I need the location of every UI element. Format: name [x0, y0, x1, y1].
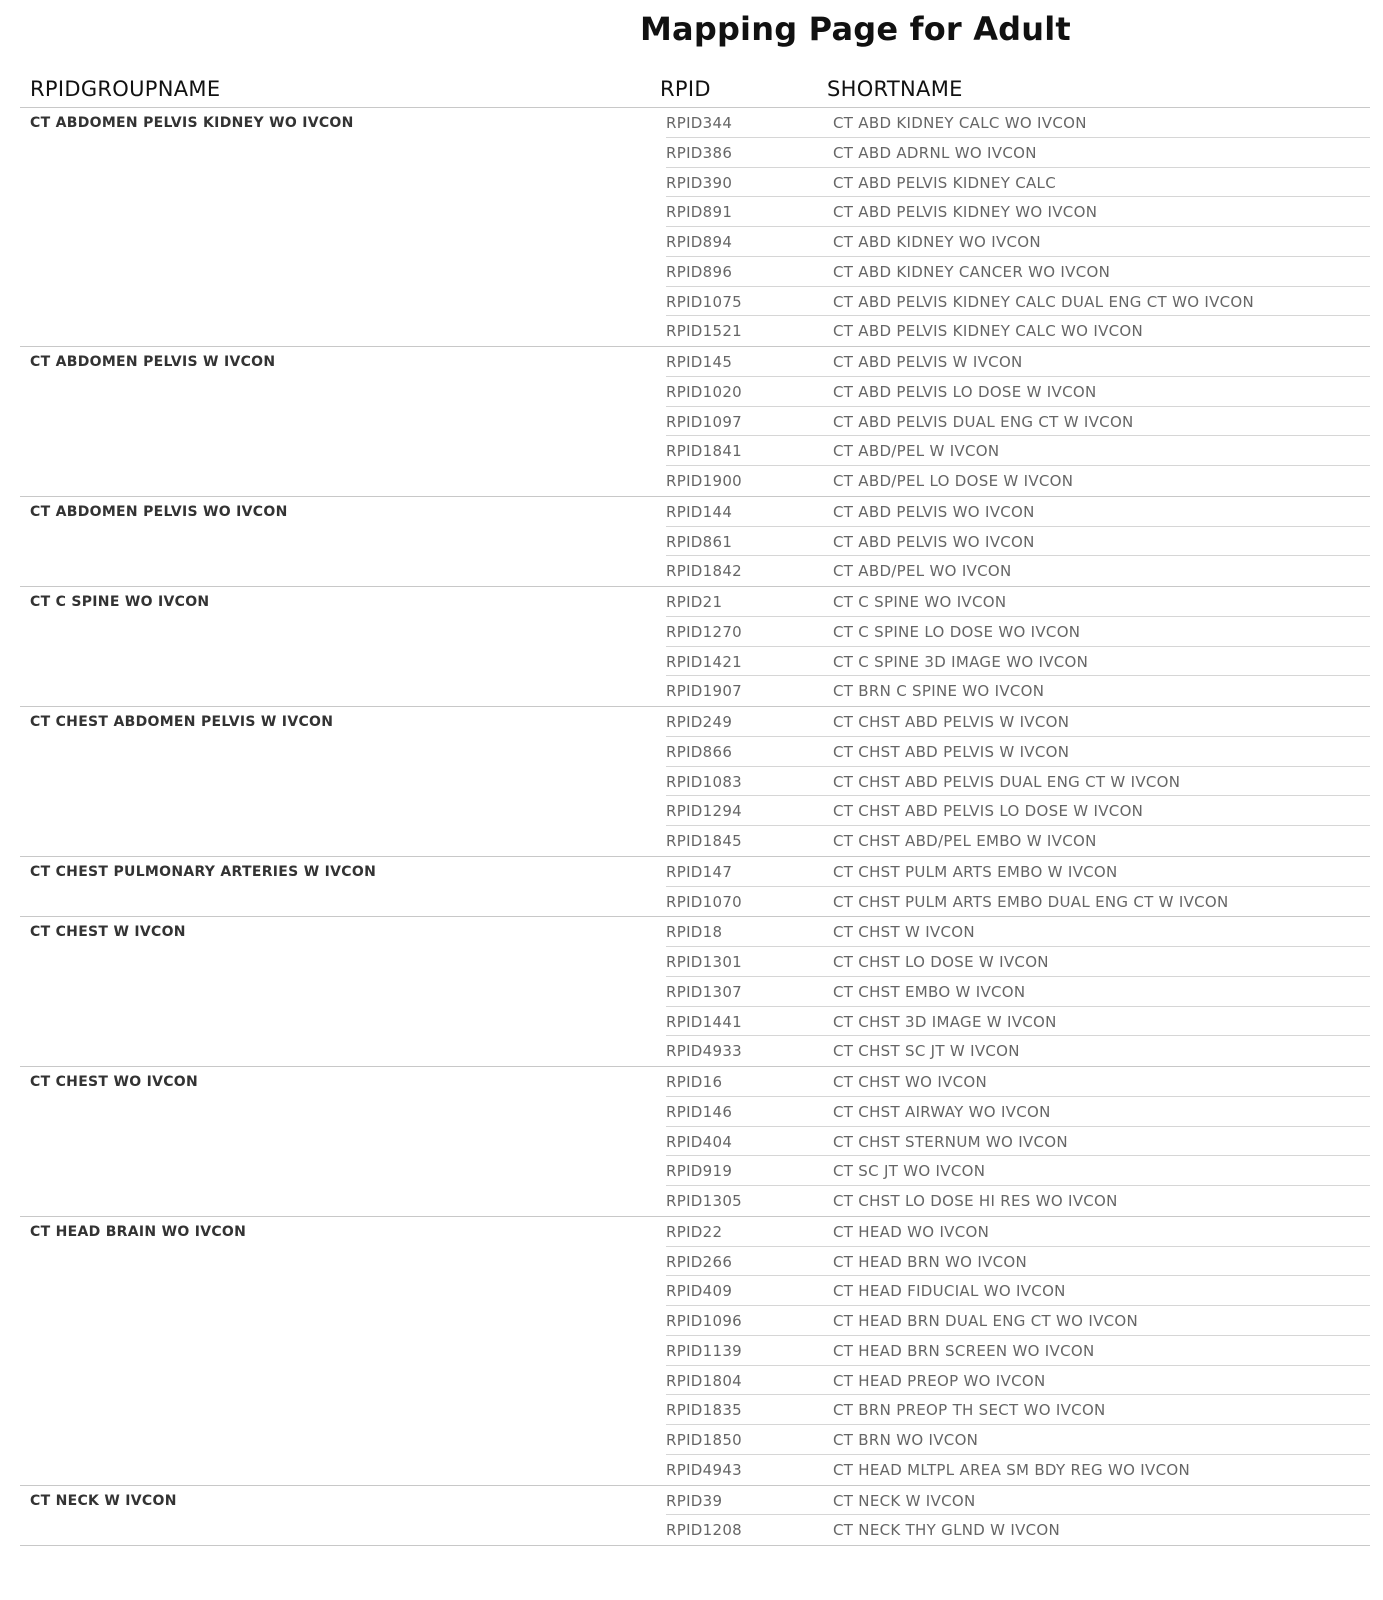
shortname-cell: CT CHST WO IVCON: [833, 1073, 988, 1091]
shortname-cell: CT ABD PELVIS WO IVCON: [833, 502, 1035, 521]
table-row[interactable]: [666, 1395, 1370, 1425]
rpid-cell: RPID1139: [666, 1341, 743, 1360]
shortname-cell: CT BRN WO IVCON: [833, 1431, 979, 1449]
rpid-cell: RPID390: [666, 173, 733, 192]
shortname-cell: CT CHST LO DOSE HI RES WO IVCON: [833, 1192, 1118, 1210]
shortname-cell: CT NECK THY GLND W IVCON: [833, 1521, 1061, 1540]
shortname-cell: CT ABD PELVIS LO DOSE W IVCON: [833, 382, 1097, 401]
table-row[interactable]: [666, 1127, 1370, 1157]
column-header-rpid[interactable]: RPID: [660, 77, 711, 101]
shortname-cell: CT ABD PELVIS KIDNEY CALC: [833, 173, 1056, 192]
shortname-cell: CT C SPINE 3D IMAGE WO IVCON: [833, 652, 1089, 671]
shortname-cell: CT ABD PELVIS KIDNEY WO IVCON: [833, 203, 1098, 222]
shortname-cell: CT CHST ABD PELVIS LO DOSE W IVCON: [833, 802, 1144, 821]
shortname-cell: CT ABD PELVIS W IVCON: [833, 353, 1023, 371]
group-rows: [666, 497, 1370, 586]
shortname-cell: CT C SPINE WO IVCON: [833, 593, 1007, 611]
table-row[interactable]: [666, 227, 1370, 257]
table-row[interactable]: [666, 168, 1370, 198]
shortname-cell: CT BRN C SPINE WO IVCON: [833, 682, 1045, 701]
shortname-cell: CT HEAD FIDUCIAL WO IVCON: [833, 1282, 1066, 1301]
group-name-cell: CT ABDOMEN PELVIS KIDNEY WO IVCON: [30, 115, 354, 131]
table-row[interactable]: [666, 1186, 1370, 1216]
rpid-cell: RPID266: [666, 1252, 733, 1271]
shortname-cell: CT ABD PELVIS KIDNEY CALC WO IVCON: [833, 322, 1144, 341]
shortname-cell: CT C SPINE LO DOSE WO IVCON: [833, 622, 1081, 641]
shortname-cell: CT CHST ABD PELVIS W IVCON: [833, 713, 1070, 731]
rpid-cell: RPID404: [666, 1132, 733, 1151]
rpid-cell: RPID409: [666, 1282, 733, 1301]
shortname-cell: CT CHST LO DOSE W IVCON: [833, 953, 1049, 971]
column-header-rpidgroupname[interactable]: RPIDGROUPNAME: [30, 77, 221, 101]
table-row[interactable]: [666, 1455, 1370, 1485]
table-row[interactable]: [666, 138, 1370, 168]
rpid-cell: RPID1070: [666, 892, 743, 911]
rpid-cell: RPID1421: [666, 652, 743, 671]
shortname-cell: CT NECK W IVCON: [833, 1491, 976, 1510]
table-group: [20, 347, 1370, 497]
group-rows: [666, 1217, 1370, 1485]
table-row[interactable]: [666, 377, 1370, 407]
shortname-cell: CT ABD/PEL W IVCON: [833, 442, 1000, 461]
rpid-cell: RPID21: [666, 593, 723, 611]
group-name-cell: CT C SPINE WO IVCON: [30, 594, 210, 610]
shortname-cell: CT ABD PELVIS DUAL ENG CT W IVCON: [833, 412, 1134, 431]
rpid-cell: RPID1301: [666, 953, 743, 971]
group-rows: [666, 857, 1370, 917]
group-rows: [666, 587, 1370, 706]
table-row[interactable]: [666, 1515, 1370, 1545]
table-row[interactable]: [666, 108, 1370, 138]
rpid-cell: RPID1835: [666, 1401, 743, 1420]
table-group: [20, 1486, 1370, 1547]
rpid-cell: RPID896: [666, 262, 733, 281]
rpid-cell: RPID145: [666, 353, 733, 371]
group-name-cell: CT CHEST WO IVCON: [30, 1074, 199, 1090]
shortname-cell: CT ABD KIDNEY CANCER WO IVCON: [833, 262, 1111, 281]
table-row[interactable]: [666, 1486, 1370, 1516]
shortname-cell: CT HEAD WO IVCON: [833, 1222, 990, 1241]
group-rows: [666, 917, 1370, 1066]
rpid-cell: RPID39: [666, 1491, 723, 1510]
table-row[interactable]: [666, 737, 1370, 767]
shortname-cell: CT HEAD BRN SCREEN WO IVCON: [833, 1341, 1095, 1360]
table-row[interactable]: [666, 617, 1370, 647]
group-name-cell: CT CHEST ABDOMEN PELVIS W IVCON: [30, 714, 334, 730]
shortname-cell: CT CHST STERNUM WO IVCON: [833, 1132, 1068, 1151]
shortname-cell: CT HEAD MLTPL AREA SM BDY REG WO IVCON: [833, 1460, 1190, 1479]
rpid-cell: RPID1804: [666, 1371, 743, 1390]
table-row[interactable]: [666, 1247, 1370, 1277]
table-row[interactable]: [666, 1425, 1370, 1455]
shortname-cell: CT ABD ADRNL WO IVCON: [833, 143, 1037, 162]
rpid-cell: RPID1270: [666, 622, 743, 641]
rpid-cell: RPID1083: [666, 772, 743, 791]
table-row[interactable]: [666, 1036, 1370, 1066]
shortname-cell: CT ABD PELVIS KIDNEY CALC DUAL ENG CT WO IVCON: [833, 292, 1255, 311]
table-group: [20, 497, 1370, 587]
table-group: [20, 707, 1370, 857]
group-name-cell: CT ABDOMEN PELVIS WO IVCON: [30, 503, 288, 520]
shortname-cell: CT BRN PREOP TH SECT WO IVCON: [833, 1401, 1106, 1420]
rpid-cell: RPID344: [666, 114, 733, 132]
table-row[interactable]: [666, 287, 1370, 317]
table-row[interactable]: [666, 796, 1370, 826]
group-rows: [666, 1486, 1370, 1546]
table-group: [20, 108, 1370, 347]
rpid-cell: RPID1521: [666, 322, 743, 341]
shortname-cell: CT CHST ABD/PEL EMBO W IVCON: [833, 832, 1097, 850]
table-row[interactable]: [666, 1217, 1370, 1247]
group-rows: [666, 347, 1370, 496]
table-row[interactable]: [666, 1097, 1370, 1127]
group-name-cell: CT CHEST W IVCON: [30, 924, 186, 941]
rpid-cell: RPID249: [666, 713, 733, 731]
rpid-cell: RPID147: [666, 862, 733, 881]
rpid-cell: RPID386: [666, 143, 733, 162]
shortname-cell: CT CHST AIRWAY WO IVCON: [833, 1102, 1051, 1121]
table-row[interactable]: [666, 497, 1370, 527]
group-rows: [666, 108, 1370, 346]
table-row[interactable]: [666, 857, 1370, 887]
shortname-cell: CT CHST ABD PELVIS DUAL ENG CT W IVCON: [833, 772, 1181, 791]
table-group: [20, 587, 1370, 707]
rpid-cell: RPID894: [666, 233, 733, 251]
rpid-cell: RPID1845: [666, 832, 743, 850]
shortname-cell: CT CHST PULM ARTS EMBO W IVCON: [833, 862, 1118, 881]
table-row[interactable]: [666, 316, 1370, 346]
table-row[interactable]: [666, 707, 1370, 737]
table-row[interactable]: [666, 1336, 1370, 1366]
table-row[interactable]: [666, 676, 1370, 706]
table-row[interactable]: [666, 1067, 1370, 1097]
page-title: Mapping Page for Adult: [640, 10, 1071, 48]
group-name-cell: CT NECK W IVCON: [30, 1492, 177, 1509]
table-group: [20, 1217, 1370, 1486]
table-row[interactable]: [666, 1306, 1370, 1336]
rpid-cell: RPID861: [666, 532, 733, 551]
rpid-cell: RPID4943: [666, 1460, 743, 1479]
table-row[interactable]: [666, 917, 1370, 947]
shortname-cell: CT CHST SC JT W IVCON: [833, 1042, 1020, 1061]
table-row[interactable]: [666, 257, 1370, 287]
group-rows: [666, 707, 1370, 856]
rpid-cell: RPID1020: [666, 382, 743, 401]
table-row[interactable]: [666, 466, 1370, 496]
group-name-cell: CT CHEST PULMONARY ARTERIES W IVCON: [30, 863, 377, 880]
table-row[interactable]: [666, 767, 1370, 797]
shortname-cell: CT CHST PULM ARTS EMBO DUAL ENG CT W IVCON: [833, 892, 1229, 911]
rpid-cell: RPID891: [666, 203, 733, 222]
table-group: [20, 917, 1370, 1067]
rpid-cell: RPID22: [666, 1222, 723, 1241]
table-row[interactable]: [666, 527, 1370, 557]
rpid-cell: RPID146: [666, 1102, 733, 1121]
shortname-cell: CT HEAD BRN WO IVCON: [833, 1252, 1028, 1271]
table-body: [20, 108, 1370, 1546]
rpid-cell: RPID919: [666, 1162, 733, 1181]
shortname-cell: CT ABD/PEL LO DOSE W IVCON: [833, 472, 1074, 490]
table-group: [20, 1067, 1370, 1217]
shortname-cell: CT CHST 3D IMAGE W IVCON: [833, 1012, 1057, 1031]
shortname-cell: CT ABD KIDNEY WO IVCON: [833, 233, 1041, 251]
rpid-cell: RPID1097: [666, 412, 743, 431]
table-row[interactable]: [666, 407, 1370, 437]
table-row[interactable]: [666, 1366, 1370, 1396]
shortname-cell: CT HEAD BRN DUAL ENG CT WO IVCON: [833, 1312, 1139, 1330]
rpid-cell: RPID1441: [666, 1012, 743, 1031]
shortname-cell: CT ABD KIDNEY CALC WO IVCON: [833, 114, 1087, 132]
table-row[interactable]: [666, 887, 1370, 917]
table-row[interactable]: [666, 587, 1370, 617]
rpid-cell: RPID1096: [666, 1312, 743, 1330]
rpid-cell: RPID4933: [666, 1042, 743, 1061]
group-name-cell: CT HEAD BRAIN WO IVCON: [30, 1223, 247, 1240]
shortname-cell: CT SC JT WO IVCON: [833, 1162, 986, 1181]
table-row[interactable]: [666, 1007, 1370, 1037]
group-name-cell: CT ABDOMEN PELVIS W IVCON: [30, 354, 276, 370]
column-header-shortname[interactable]: SHORTNAME: [827, 77, 963, 101]
shortname-cell: CT CHST W IVCON: [833, 923, 975, 942]
rpid-cell: RPID1900: [666, 472, 743, 490]
mapping-table: [20, 75, 1370, 1546]
rpid-cell: RPID1307: [666, 982, 743, 1001]
shortname-cell: CT CHST ABD PELVIS W IVCON: [833, 742, 1070, 761]
rpid-cell: RPID1841: [666, 442, 743, 461]
table-row[interactable]: [666, 647, 1370, 677]
table-row[interactable]: [666, 556, 1370, 586]
rpid-cell: RPID144: [666, 502, 733, 521]
table-group: [20, 857, 1370, 918]
table-row[interactable]: [666, 347, 1370, 377]
rpid-cell: RPID1294: [666, 802, 743, 821]
rpid-cell: RPID1850: [666, 1431, 743, 1449]
shortname-cell: CT HEAD PREOP WO IVCON: [833, 1371, 1046, 1390]
shortname-cell: CT ABD PELVIS WO IVCON: [833, 532, 1035, 551]
rpid-cell: RPID18: [666, 923, 723, 942]
table-header: [20, 75, 1370, 108]
shortname-cell: CT ABD/PEL WO IVCON: [833, 562, 1012, 581]
rpid-cell: RPID1075: [666, 292, 743, 311]
table-row[interactable]: [666, 826, 1370, 856]
table-row[interactable]: [666, 1276, 1370, 1306]
table-row[interactable]: [666, 977, 1370, 1007]
rpid-cell: RPID1208: [666, 1521, 743, 1540]
table-row[interactable]: [666, 436, 1370, 466]
table-row[interactable]: [666, 947, 1370, 977]
group-rows: [666, 1067, 1370, 1216]
rpid-cell: RPID866: [666, 742, 733, 761]
table-row[interactable]: [666, 197, 1370, 227]
shortname-cell: CT CHST EMBO W IVCON: [833, 982, 1026, 1001]
rpid-cell: RPID1907: [666, 682, 743, 701]
table-row[interactable]: [666, 1156, 1370, 1186]
rpid-cell: RPID16: [666, 1073, 723, 1091]
rpid-cell: RPID1305: [666, 1192, 743, 1210]
rpid-cell: RPID1842: [666, 562, 743, 581]
